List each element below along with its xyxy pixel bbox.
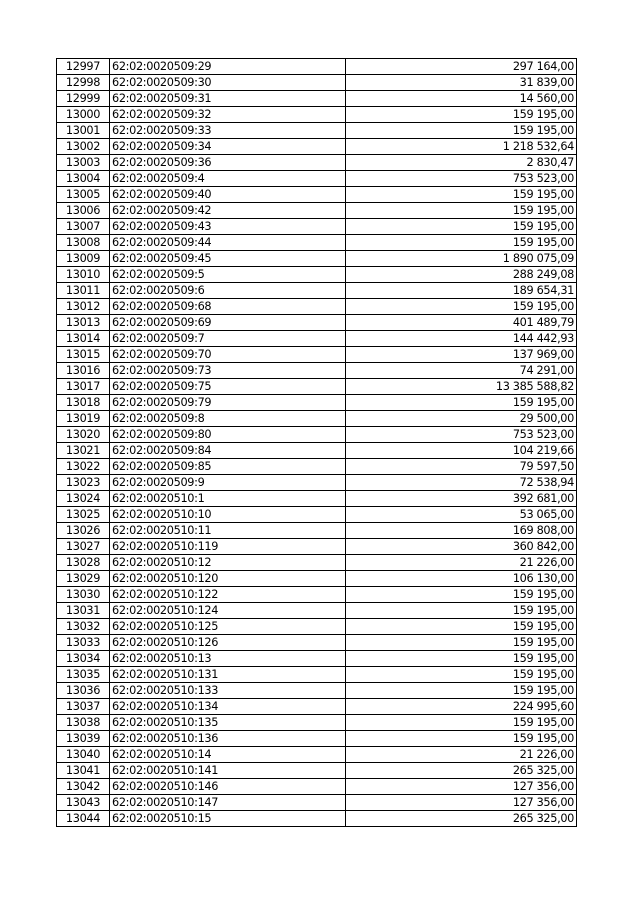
table-row [57,667,577,683]
value-cell: 144 442,93 [346,331,577,347]
row-number-cell: 13034 [57,651,110,667]
row-number-cell: 13029 [57,571,110,587]
value-cell: 753 523,00 [346,171,577,187]
value-cell: 159 195,00 [346,635,577,651]
value-cell: 159 195,00 [346,187,577,203]
row-number-cell: 13036 [57,683,110,699]
table-row [57,779,577,795]
row-number-cell: 13015 [57,347,110,363]
table-row [57,507,577,523]
row-number-cell: 13025 [57,507,110,523]
cadastral-number-cell: 62:02:0020510:136 [110,731,346,747]
cadastral-number-cell: 62:02:0020509:68 [110,299,346,315]
value-cell: 159 195,00 [346,651,577,667]
value-cell: 74 291,00 [346,363,577,379]
table-row [57,395,577,411]
table-row [57,411,577,427]
cadastral-number-cell: 62:02:0020510:14 [110,747,346,763]
cadastral-number-cell: 62:02:0020509:40 [110,187,346,203]
table-row [57,187,577,203]
table-row [57,635,577,651]
value-cell: 127 356,00 [346,779,577,795]
cadastral-number-cell: 62:02:0020509:32 [110,107,346,123]
cadastral-value-table [56,58,577,827]
value-cell: 72 538,94 [346,475,577,491]
value-cell: 297 164,00 [346,59,577,75]
row-number-cell: 13032 [57,619,110,635]
value-cell: 159 195,00 [346,683,577,699]
cadastral-number-cell: 62:02:0020510:133 [110,683,346,699]
row-number-cell: 13011 [57,283,110,299]
row-number-cell: 13014 [57,331,110,347]
value-cell: 159 195,00 [346,395,577,411]
cadastral-number-cell: 62:02:0020509:43 [110,219,346,235]
value-cell: 169 808,00 [346,523,577,539]
row-number-cell: 13041 [57,763,110,779]
table-row [57,475,577,491]
cadastral-number-cell: 62:02:0020509:70 [110,347,346,363]
value-cell: 288 249,08 [346,267,577,283]
table-row [57,139,577,155]
value-cell: 159 195,00 [346,235,577,251]
value-cell: 224 995,60 [346,699,577,715]
value-cell: 159 195,00 [346,123,577,139]
table-row [57,155,577,171]
value-cell: 14 560,00 [346,91,577,107]
cadastral-number-cell: 62:02:0020509:44 [110,235,346,251]
table-row [57,747,577,763]
row-number-cell: 13031 [57,603,110,619]
cadastral-number-cell: 62:02:0020510:141 [110,763,346,779]
table-row [57,331,577,347]
cadastral-number-cell: 62:02:0020509:75 [110,379,346,395]
cadastral-number-cell: 62:02:0020509:84 [110,443,346,459]
row-number-cell: 13020 [57,427,110,443]
row-number-cell: 13016 [57,363,110,379]
cadastral-number-cell: 62:02:0020510:126 [110,635,346,651]
value-cell: 392 681,00 [346,491,577,507]
row-number-cell: 13040 [57,747,110,763]
row-number-cell: 13042 [57,779,110,795]
table-row [57,203,577,219]
value-cell: 360 842,00 [346,539,577,555]
table-row [57,555,577,571]
value-cell: 159 195,00 [346,299,577,315]
value-cell: 79 597,50 [346,459,577,475]
cadastral-number-cell: 62:02:0020510:11 [110,523,346,539]
value-cell: 127 356,00 [346,795,577,811]
value-cell: 159 195,00 [346,587,577,603]
table-row [57,299,577,315]
value-cell: 265 325,00 [346,763,577,779]
row-number-cell: 13006 [57,203,110,219]
row-number-cell: 13035 [57,667,110,683]
row-number-cell: 13017 [57,379,110,395]
cadastral-number-cell: 62:02:0020509:29 [110,59,346,75]
row-number-cell: 13013 [57,315,110,331]
cadastral-number-cell: 62:02:0020509:9 [110,475,346,491]
cadastral-number-cell: 62:02:0020509:8 [110,411,346,427]
value-cell: 159 195,00 [346,603,577,619]
value-cell: 53 065,00 [346,507,577,523]
table-row [57,811,577,827]
row-number-cell: 13000 [57,107,110,123]
row-number-cell: 13044 [57,811,110,827]
row-number-cell: 13019 [57,411,110,427]
row-number-cell: 13024 [57,491,110,507]
table-row [57,443,577,459]
cadastral-number-cell: 62:02:0020510:1 [110,491,346,507]
cadastral-number-cell: 62:02:0020509:73 [110,363,346,379]
value-cell: 21 226,00 [346,555,577,571]
value-cell: 31 839,00 [346,75,577,91]
row-number-cell: 13012 [57,299,110,315]
value-cell: 159 195,00 [346,667,577,683]
cadastral-number-cell: 62:02:0020509:33 [110,123,346,139]
row-number-cell: 13002 [57,139,110,155]
value-cell: 106 130,00 [346,571,577,587]
row-number-cell: 13007 [57,219,110,235]
row-number-cell: 13026 [57,523,110,539]
table-row [57,795,577,811]
table-row [57,379,577,395]
row-number-cell: 13004 [57,171,110,187]
row-number-cell: 13010 [57,267,110,283]
table-row [57,651,577,667]
table-row [57,571,577,587]
cadastral-number-cell: 62:02:0020509:34 [110,139,346,155]
row-number-cell: 13033 [57,635,110,651]
cadastral-number-cell: 62:02:0020509:69 [110,315,346,331]
value-cell: 159 195,00 [346,619,577,635]
cadastral-number-cell: 62:02:0020509:30 [110,75,346,91]
table-row [57,59,577,75]
cadastral-number-cell: 62:02:0020509:6 [110,283,346,299]
cadastral-number-cell: 62:02:0020510:15 [110,811,346,827]
row-number-cell: 13037 [57,699,110,715]
value-cell: 753 523,00 [346,427,577,443]
table-row [57,459,577,475]
cadastral-number-cell: 62:02:0020510:147 [110,795,346,811]
cadastral-number-cell: 62:02:0020509:31 [110,91,346,107]
table-row [57,91,577,107]
value-cell: 1 218 532,64 [346,139,577,155]
row-number-cell: 13018 [57,395,110,411]
cadastral-number-cell: 62:02:0020509:5 [110,267,346,283]
cadastral-number-cell: 62:02:0020510:122 [110,587,346,603]
table-row [57,283,577,299]
cadastral-number-cell: 62:02:0020509:7 [110,331,346,347]
table-row [57,683,577,699]
table-row [57,763,577,779]
table-body [57,59,577,827]
row-number-cell: 13008 [57,235,110,251]
cadastral-number-cell: 62:02:0020510:125 [110,619,346,635]
value-cell: 401 489,79 [346,315,577,331]
table-row [57,235,577,251]
value-cell: 189 654,31 [346,283,577,299]
row-number-cell: 13027 [57,539,110,555]
table-row [57,75,577,91]
cadastral-number-cell: 62:02:0020510:10 [110,507,346,523]
table-row [57,539,577,555]
row-number-cell: 13021 [57,443,110,459]
cadastral-number-cell: 62:02:0020510:124 [110,603,346,619]
row-number-cell: 13043 [57,795,110,811]
table-row [57,107,577,123]
value-cell: 265 325,00 [346,811,577,827]
cadastral-number-cell: 62:02:0020510:135 [110,715,346,731]
row-number-cell: 13022 [57,459,110,475]
table-row [57,523,577,539]
cadastral-number-cell: 62:02:0020510:13 [110,651,346,667]
row-number-cell: 12998 [57,75,110,91]
table-row [57,603,577,619]
cadastral-number-cell: 62:02:0020509:79 [110,395,346,411]
table-row [57,123,577,139]
table-row [57,347,577,363]
value-cell: 159 195,00 [346,107,577,123]
value-cell: 29 500,00 [346,411,577,427]
table-row [57,171,577,187]
row-number-cell: 13028 [57,555,110,571]
cadastral-number-cell: 62:02:0020510:146 [110,779,346,795]
table-row [57,715,577,731]
cadastral-number-cell: 62:02:0020510:119 [110,539,346,555]
row-number-cell: 12999 [57,91,110,107]
table-row [57,587,577,603]
row-number-cell: 13003 [57,155,110,171]
row-number-cell: 13001 [57,123,110,139]
value-cell: 1 890 075,09 [346,251,577,267]
row-number-cell: 13005 [57,187,110,203]
cadastral-number-cell: 62:02:0020510:120 [110,571,346,587]
table-row [57,619,577,635]
row-number-cell: 13009 [57,251,110,267]
value-cell: 159 195,00 [346,203,577,219]
value-cell: 2 830,47 [346,155,577,171]
value-cell: 13 385 588,82 [346,379,577,395]
table-row [57,699,577,715]
cadastral-number-cell: 62:02:0020509:80 [110,427,346,443]
cadastral-number-cell: 62:02:0020510:12 [110,555,346,571]
value-cell: 104 219,66 [346,443,577,459]
table-row [57,315,577,331]
table-row [57,251,577,267]
value-cell: 137 969,00 [346,347,577,363]
cadastral-number-cell: 62:02:0020510:131 [110,667,346,683]
row-number-cell: 13030 [57,587,110,603]
row-number-cell: 13038 [57,715,110,731]
table-row [57,491,577,507]
table-row [57,363,577,379]
value-cell: 159 195,00 [346,715,577,731]
cadastral-number-cell: 62:02:0020509:85 [110,459,346,475]
row-number-cell: 12997 [57,59,110,75]
value-cell: 159 195,00 [346,731,577,747]
table-row [57,267,577,283]
row-number-cell: 13023 [57,475,110,491]
table-row [57,219,577,235]
cadastral-number-cell: 62:02:0020509:4 [110,171,346,187]
table-row [57,731,577,747]
value-cell: 159 195,00 [346,219,577,235]
cadastral-number-cell: 62:02:0020509:45 [110,251,346,267]
row-number-cell: 13039 [57,731,110,747]
cadastral-number-cell: 62:02:0020509:36 [110,155,346,171]
cadastral-number-cell: 62:02:0020510:134 [110,699,346,715]
cadastral-number-cell: 62:02:0020509:42 [110,203,346,219]
value-cell: 21 226,00 [346,747,577,763]
table-row [57,427,577,443]
